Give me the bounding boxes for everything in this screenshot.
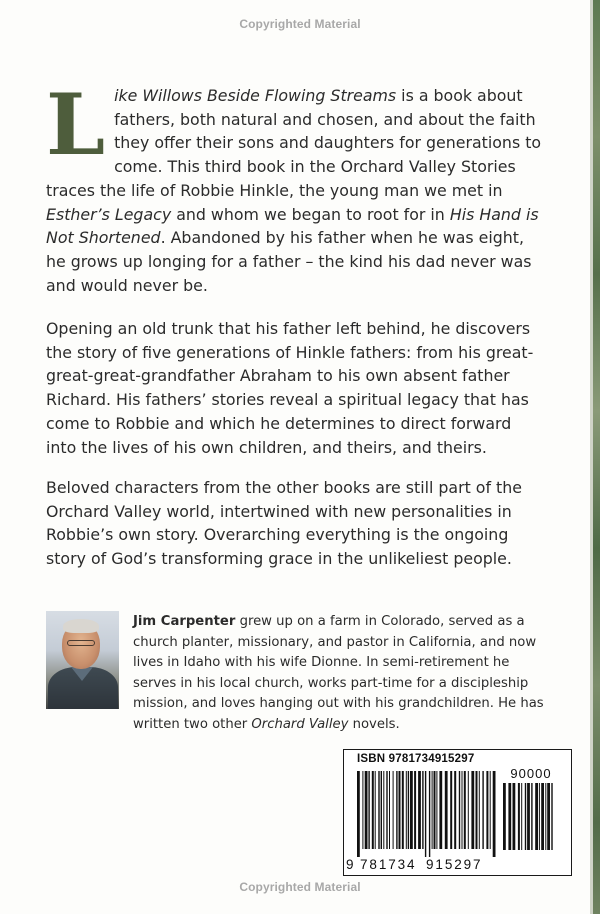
bio-text: grew up on a farm in Colorado, served as a church planter, missionary, and pastor in California, and now lives in Idaho with his wife Dionne. In semi-retirement he serves in his local church, works part-time for a discipleship mission, and loves hanging out with his grandchildren. He has written two other: [133, 614, 544, 732]
copyright-watermark-top: Copyrighted Material: [239, 17, 361, 31]
barcode-digits-right: 915297: [426, 857, 483, 872]
barcode-digits-left: 781734: [360, 857, 417, 872]
price-addon-digits: 90000: [510, 766, 552, 781]
blurb-text: Opening an old trunk that his father left behind, he discovers the story of five generations of Hinkle fathers: from his great-great-great-grandfather Abraham to his own absent father Richard. His fathers’ stories reveal a spiritual legacy that has come to Robbie and which he determines to direct forward into the lives of his own children, and theirs, and theirs.: [46, 319, 534, 457]
blurb-text: is a book about fathers, both natural and chosen, and about the faith they offer their sons and daughters for generations to come. This third book in the Orchard Valley Stories traces the life of Robbie Hinkle, the young man we met in: [46, 86, 542, 200]
author-name: Jim Carpenter: [133, 614, 236, 629]
series-name: Orchard Valley: [251, 716, 349, 732]
copyright-watermark-bottom: Copyrighted Material: [239, 880, 361, 894]
prior-book-title: His Hand is Not Shortened: [46, 204, 539, 248]
isbn-label: ISBN 9781734915297: [357, 753, 475, 765]
author-photo: [46, 611, 119, 709]
bio-text: novels.: [348, 716, 400, 732]
barcode-bars: [357, 771, 498, 857]
isbn-barcode: [343, 749, 572, 876]
blurb-paragraph-3: [46, 476, 546, 571]
author-bio: [133, 612, 545, 736]
addon-barcode-bars: [503, 783, 556, 858]
drop-cap: L: [46, 75, 106, 174]
book-title-italic: ike Willows Beside Flowing Streams: [114, 86, 397, 105]
blurb-paragraph-2: [46, 317, 546, 459]
prior-book-title: Esther’s Legacy: [46, 204, 172, 224]
blurb-text: and whom we began to root for in: [171, 204, 450, 224]
blurb-text: . Abandoned by his father when he was eight, he grows up longing for a father – the kind his dad never was and would never be.: [46, 228, 532, 295]
barcode-digit-first: 9: [346, 857, 356, 872]
cover-edge-strip: [590, 0, 600, 914]
blurb-paragraph-1: [46, 75, 546, 297]
blurb-text: Beloved characters from the other books are still part of the Orchard Valley world, intertwined with new personalities in Robbie’s own story. Overarching everything is the ongoing story of God’s transforming grace in the unlikeliest people.: [46, 478, 522, 569]
